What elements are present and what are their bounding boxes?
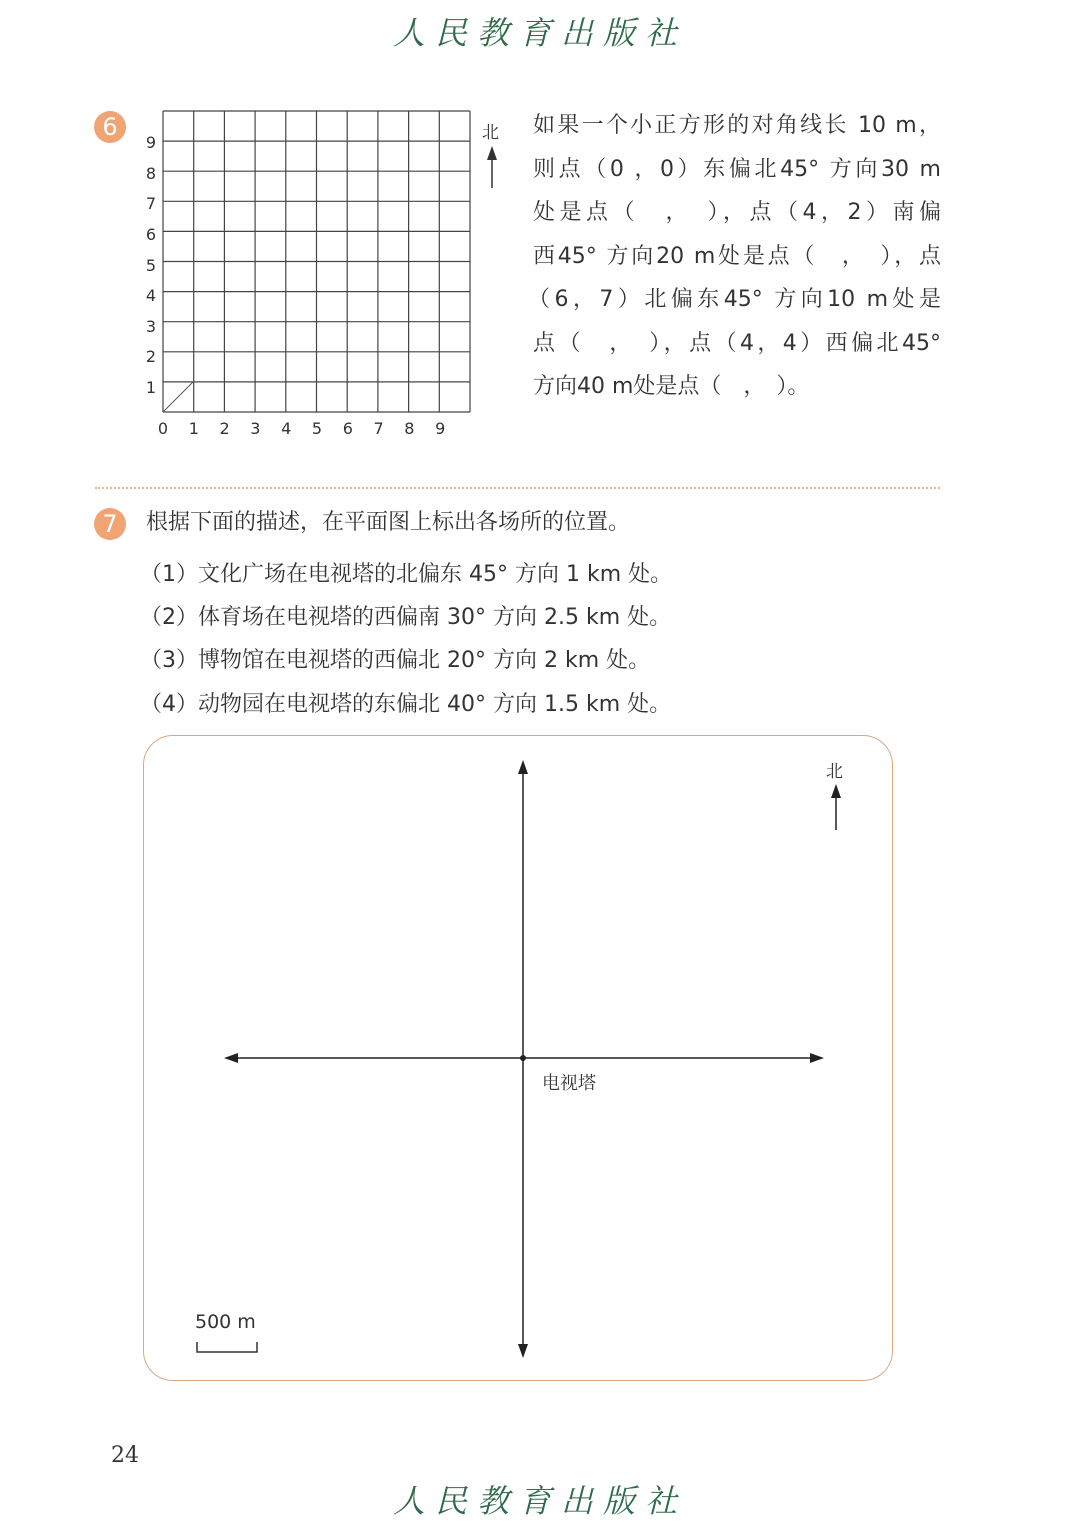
x-tick-label: 4 <box>281 419 292 438</box>
problem-6-text-line: 如果一个小正方形的对角线长 10 m， <box>533 113 941 138</box>
publisher-logo-header: 人民教育出版社 <box>392 14 687 52</box>
x-tick-label: 7 <box>373 419 384 438</box>
problem-6-text-line: 西45° 方向20 m处是点（ ， ），点 <box>533 244 941 269</box>
problem-6-badge: 6 <box>94 111 126 143</box>
publisher-logo-footer: 人民教育出版社 <box>392 1482 687 1520</box>
page-number: 24 <box>111 1443 139 1468</box>
x-tick-label: 5 <box>311 419 323 438</box>
problem-7-item: （3）博物馆在电视塔的西偏北 20° 方向 2 km 处。 <box>140 648 651 673</box>
y-tick-label: 4 <box>145 286 157 306</box>
x-tick-label: 0 <box>157 419 169 438</box>
map-north-label: 北 <box>826 762 843 782</box>
x-tick-label: 3 <box>250 419 261 438</box>
x-tick-label: 2 <box>219 419 230 438</box>
y-tick-label: 6 <box>145 225 157 244</box>
problem-6-text-line: 处是点（ ， ），点（4，2）南偏 <box>533 200 941 225</box>
y-tick-label: 8 <box>145 163 157 183</box>
problem-6-text-line: （6，7）北偏东45° 方向10 m处是 <box>528 287 941 312</box>
tv-tower-point <box>520 1055 526 1061</box>
problem-7-item: （4）动物园在电视塔的东偏北 40° 方向 1.5 km 处。 <box>140 692 672 717</box>
x-tick-label: 1 <box>188 419 199 438</box>
x-tick-label: 8 <box>404 419 415 438</box>
y-tick-label: 1 <box>145 378 157 397</box>
arrow-left-icon <box>224 1053 238 1063</box>
y-tick-label: 3 <box>145 316 157 336</box>
problem-7-item: （2）体育场在电视塔的西偏南 30° 方向 2.5 km 处。 <box>140 605 672 630</box>
y-tick-label: 9 <box>145 133 157 153</box>
arrow-down-icon <box>518 1344 528 1358</box>
y-tick-label: 2 <box>145 347 157 367</box>
y-tick-label: 5 <box>145 255 157 275</box>
tv-tower-label: 电视塔 <box>542 1073 596 1094</box>
scale-label: 500 m <box>195 1311 256 1333</box>
y-tick-label: 7 <box>145 194 157 214</box>
problem-6-text-line: 方向40 m处是点（ ， ）。 <box>533 374 810 399</box>
problem-6-text-line: 则点（0 ，0）东偏北45° 方向30 m <box>533 157 941 182</box>
problem-7-badge: 7 <box>94 508 126 540</box>
problem-7-instruction: 根据下面的描述，在平面图上标出各场所的位置。 <box>146 510 631 535</box>
problem-7-item: （1）文化广场在电视塔的北偏东 45° 方向 1 km 处。 <box>140 562 673 587</box>
scale-bar <box>197 1342 257 1352</box>
north-label: 北 <box>482 123 499 143</box>
map-north-arrow-icon <box>831 784 841 798</box>
arrow-right-icon <box>810 1053 824 1063</box>
problem-6-text-line: 点（ ， ），点（4，4）西偏北45° <box>533 331 941 356</box>
x-tick-label: 9 <box>435 419 446 438</box>
x-tick-label: 6 <box>342 419 353 438</box>
arrow-up-icon <box>518 760 528 774</box>
